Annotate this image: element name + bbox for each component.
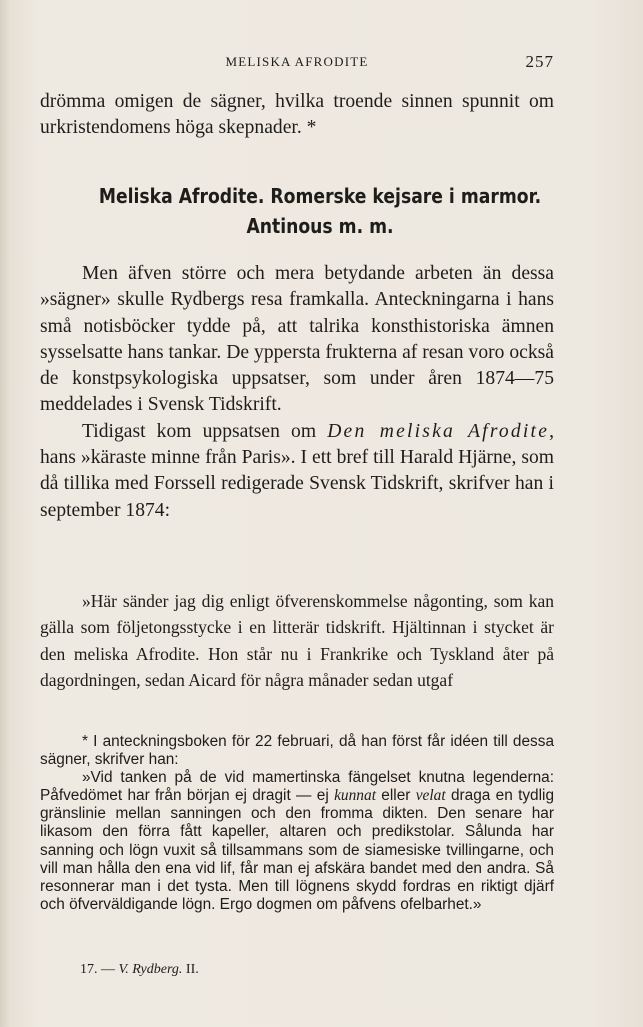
- para2-after: , hans »käraste minne från Paris». I ett bref till Harald Hjärne, som då tillika med Forssell redigerade Svensk Tidskrift, skrifver han i september 1874:: [40, 420, 554, 521]
- intro-text: drömma omigen de sägner, hvilka troende sinnen spunnit om urkristendomens höga skepnader. *: [40, 91, 554, 139]
- footnote-italic-velat: velat: [415, 787, 446, 805]
- intro-paragraph: [40, 89, 554, 142]
- main-paragraph-2: [40, 419, 554, 524]
- footnote-paragraph-2: [40, 769, 554, 914]
- footnote-p2-after: draga en tydlig gränslinie mellan sanningen och den fromma dikten. Den senare har likasom den förra fått kapeller, altaren och predikstolar. Sålunda har sanning och lögn vuxit så tillsammans som de siamesiske tvillingarne, och vill man hålla den ena vid lif, får man ej afskära bandet med den andra. Så resonnerar man i det tysta. Men till lögnens skydd fordras en riktigt djärf och öfverväldigande lögn. Ergo dogmen om påfvens ofelbarhet.»: [40, 787, 555, 913]
- main-paragraph-1: Men äfven större och mera betydande arbeten än dessa »sägner» skulle Rydbergs resa framkalla. Anteckningarna i hans små notisböcker tydde på, att talrika konsthistoriska ämnen sysselsatte hans tankar. De yppersta frukterna af resan voro också de konstpsykologiska uppsatser, som under åren 1874—75 meddelades i Svensk Tidskrift.: [40, 263, 554, 416]
- signature-author: V. Rydberg.: [118, 962, 183, 977]
- section-heading-line-1: Meliska Afrodite. Romerske kejsare i marmor.: [98, 184, 542, 208]
- page-number: 257: [525, 52, 554, 71]
- sheet-number: 17. —: [80, 962, 115, 977]
- quote-text: »Här sänder jag dig enligt öfverenskommelse någonting, som kan gälla som följetongsstycke i en litterär tidskrift. Hjältinnan i stycket är den meliska Afrodite. Hon står nu i Frankrike och Tyskland åter på dagordningen, sedan Aicard för några månader sedan utgaf: [40, 591, 554, 690]
- sheet-signature: [80, 962, 199, 978]
- section-heading-line-2: Antinous m. m.: [246, 214, 394, 238]
- running-title: MELISKA AFRODITE: [225, 54, 369, 69]
- para2-before: Tidigast kom uppsatsen om: [82, 420, 317, 442]
- footnote-italic-kunnat: kunnat: [334, 787, 376, 805]
- gutter-shadow: [0, 0, 10, 1027]
- footnote-p2-before: »Vid tanken på de vid mamertinska fängelset knutna legenderna: Påfvedömet har från början ej dragit — ej: [40, 769, 554, 805]
- page-header: [40, 52, 554, 72]
- essay-title: Den meliska Afrodite: [327, 420, 550, 442]
- section-heading: [79, 181, 561, 241]
- main-text: [40, 261, 554, 524]
- footnote-paragraph-1: * I anteckningsboken för 22 februari, då han först får idéen till dessa sägner, skrifver han:: [40, 733, 554, 769]
- letter-quote: [40, 588, 554, 693]
- signature-volume: II.: [185, 962, 199, 977]
- footnote: [40, 733, 554, 914]
- footnote-p2-mid: eller: [381, 787, 411, 805]
